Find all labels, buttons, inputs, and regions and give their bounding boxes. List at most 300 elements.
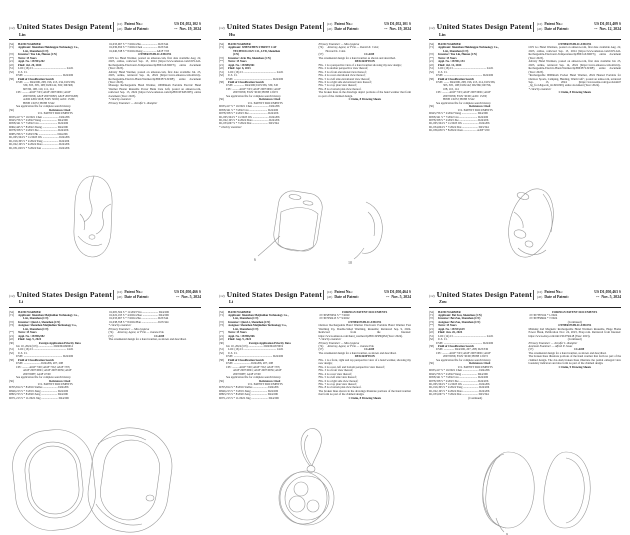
line-text: LOC (14) Cl. ............................................ 24-01: [438, 333, 494, 338]
field-code: (51): [9, 347, 14, 352]
reference-row: [9, 397, 102, 400]
field-code: (52): [219, 73, 224, 78]
patent-header: [429, 22, 621, 37]
line-text: CN 307387164 * 1/2024: [528, 313, 558, 317]
field-code: (51): [9, 66, 14, 71]
section-heading: [529, 366, 622, 369]
field-code: (52): [9, 350, 14, 355]
patent-date-code: (45): [327, 27, 333, 31]
text-line: [319, 324, 412, 338]
line-text: D1,034,604 S * 7/2024 Zhu ...................... D23/344: [429, 125, 489, 129]
line-text: Term: 15 Years: [228, 330, 247, 335]
patent-number-label: Patent No.:: [334, 22, 353, 26]
line-text: See application file for complete search history.: [436, 357, 492, 362]
patent-figure: [496, 182, 566, 264]
text-line: [529, 46, 622, 60]
patent-number-value: US D1,051,409 S: [594, 22, 621, 26]
field-code: (21): [219, 333, 224, 338]
patent-date-note: **: [175, 294, 180, 299]
line-text: CLAIM: [154, 333, 165, 338]
line-text: 1 Claim, 9 Drawing Sheets: [558, 364, 592, 369]
field-code: (30): [9, 340, 14, 345]
patent-figure: [236, 186, 388, 264]
line-text: Applicant: Shenzhen Huidengpu Technology Co.,: [18, 45, 79, 50]
patent-page: [0, 0, 210, 268]
field-code: (73): [9, 323, 14, 328]
body-columns: [219, 311, 411, 401]
line-text: Attorney, Agent, or Firm — Joanna Enk: [117, 330, 164, 335]
line-text: * cited by examiner: [318, 337, 342, 342]
line-text: D849,213 S * 5/2019 Jiang ...................... D24/206: [9, 389, 69, 393]
field-code: (58): [219, 357, 224, 362]
field-code: (**): [429, 55, 434, 60]
field-code: (22): [429, 330, 434, 335]
line-text: References Cited: [259, 378, 281, 383]
field-code: (**): [219, 330, 224, 335]
line-text: Inventor: Bei Zou, Shenzhen (CN): [438, 316, 481, 321]
patent-date-label: Date of Patent:: [544, 27, 569, 31]
line-text: CN 307650413 S * 9/2022: [318, 317, 350, 321]
line-text: U.S. PATENT DOCUMENTS: [37, 382, 73, 387]
line-text: Assistant Examiner — Alfred P. Jonas: [528, 344, 573, 349]
line-text: D1,016,305 S * 2/2024 Yang ..................... D24/206: [9, 139, 70, 143]
line-text: FIG. 3 is a front elevational view thereof;: [318, 69, 367, 74]
svg-text:10: 10: [348, 260, 352, 264]
line-text: Ltd., Shenzhen (CN): [23, 316, 49, 321]
line-text: FIG. 4 is a rear view thereof;: [318, 371, 352, 376]
line-text: Term: 15 Years: [438, 55, 457, 60]
line-text: 303, 305, 108; D26/142; D6/366; 607/96,: [443, 83, 492, 88]
patent-date-row: [117, 295, 201, 300]
line-text: (Continued): [567, 319, 582, 324]
line-text: See application file for complete search history.: [16, 375, 72, 380]
patent-date-code: (45): [537, 27, 543, 31]
line-text: D1,005,504 S * 11/2023 Wu ...................... D24/206: [108, 310, 169, 314]
patent-date-label: Date of Patent:: [124, 294, 149, 299]
left-column: [429, 311, 522, 401]
line-text: Filed: Jun. 26, 2024: [438, 330, 463, 335]
line-text: U.S. Cl.: [228, 350, 238, 355]
header-left: [219, 290, 323, 305]
line-text: Inventor: Avin Hu, Shenzhen (CN): [228, 55, 271, 60]
line-text: D962,445 S * 8/2022 Zhang .................... D24/206: [9, 125, 68, 129]
line-text: FIG. 6 is a right side elevational view thereof;: [318, 79, 372, 84]
field-code: (21): [9, 59, 14, 64]
patent-number-value: US D1,052,101 S: [384, 22, 411, 26]
line-text: D893,723 S * 8/2020 Zeng ...................... D24/206: [9, 393, 68, 397]
kind-code: (12): [219, 26, 225, 30]
patent-number-label: Patent No.:: [124, 22, 143, 26]
field-code: (30): [219, 340, 224, 345]
line-text: Jul. 10, 2024 (CN) .................... 202430416700.9: [226, 344, 284, 349]
field-code: (**): [9, 55, 14, 60]
patent-date-value: Nov. 19, 2024: [179, 27, 201, 31]
field-code: (54): [9, 42, 14, 46]
line-text: FIG. 5 is a left side view thereof;: [318, 375, 357, 380]
line-text: D943,756 S * 2/2022 Wang ..................... D24/206: [9, 118, 68, 122]
patent-number-code: (10): [327, 22, 333, 26]
title-row: [9, 290, 113, 299]
line-text: D1,016,305 S * 2/2024 Yang ..................... D24/206: [429, 386, 490, 390]
header-left: [9, 22, 113, 37]
line-text: U.S. PATENT DOCUMENTS: [247, 100, 283, 105]
line-text: HAND WARMER: [228, 309, 251, 314]
figure-outline-path: [272, 189, 325, 253]
field-code: (**): [9, 330, 14, 335]
line-text: CPC ......... A61F 7/03; A61F 2007/0001; A61F: [436, 90, 491, 95]
kind-code: (12): [429, 26, 435, 30]
right-column: [319, 311, 412, 401]
patent-date-note: **: [174, 27, 178, 31]
line-text: USPC ..................................................... D24/206: [436, 340, 494, 345]
field-code: (56): [429, 104, 434, 109]
text-line: [109, 84, 202, 98]
line-text: Primary Examiner — Jennifer L. Rumpler: [108, 100, 158, 105]
line-text: U.S. Cl.: [438, 337, 448, 342]
line-text: References Cited: [469, 104, 491, 109]
line-text: Term: 15 Years: [18, 55, 37, 60]
line-text: U.S. PATENT DOCUMENTS: [37, 111, 73, 116]
field-code: (71): [429, 45, 434, 50]
line-text: LOC (16) Cl. ............................................ 24-01: [228, 69, 284, 74]
left-column: [429, 43, 522, 133]
section-heading: [319, 397, 412, 400]
section-heading: [429, 397, 522, 400]
line-text: "Rechargeable 9000mAh Pocket Hand Warmer, 2024 Heated Portable for Outdoor Sports, Camping, Hunting, Warm Gift", posted on temu.com, retrieved Sep. 13, 2024 [https://www.temu.com/goods.html?_bg_fs=1&goods_id=601099], entire document (Year: 2024).: [528, 73, 621, 88]
document-title: United States Design Patent: [16, 289, 113, 299]
line-text: USPC .............. D24/206, 207, 208; D23/336: [436, 347, 489, 352]
line-text: Attorney, Agent, or Firm — Joanna Enk: [327, 344, 374, 349]
line-text: FIG. 7 is a top plan view thereof;: [318, 382, 357, 387]
line-text: D958,341 S * 7/2022 Liu ......................... D24/206: [9, 122, 69, 126]
header-rule: [9, 39, 201, 40]
title-row: [219, 22, 323, 31]
line-text: 2007/0056; F24V 30/00; A45C 15/00;: [443, 93, 488, 98]
field-code: (74): [318, 45, 324, 50]
field-code: (51): [219, 347, 224, 352]
hand-warmer-egg-drawing: [476, 448, 596, 535]
patent-date-note: **: [594, 27, 598, 31]
reference-row: [429, 129, 522, 132]
patent-date-row: [537, 27, 621, 32]
field-code: (57): [318, 347, 324, 352]
header-right: [323, 22, 411, 32]
line-text: Appl. No.: 29/933,619: [438, 326, 465, 331]
field-code: (72): [219, 55, 224, 60]
right-column: [319, 43, 412, 129]
patent-date-row: [327, 295, 411, 300]
line-text: Assignee: Shenzhen Meijindian Technology Co.,: [228, 323, 288, 328]
line-text: LOC (16) Cl. ............................................ 14-01: [18, 347, 74, 352]
line-text: 2007/0056; F24V 30/00; H05B 1/0272: [233, 90, 278, 95]
line-text: Inventor: Yue Lin, Hunan (CN): [438, 52, 477, 57]
line-text: USPC ..................................................... D24/206: [436, 73, 494, 78]
body-columns: [9, 311, 201, 401]
line-text: Foreign Application Priority Data: [38, 340, 81, 345]
line-text: Appl. No.: 29/896,966: [228, 333, 255, 338]
patent-date-label: Date of Patent:: [334, 294, 359, 299]
line-text: U.S. Cl.: [18, 350, 28, 355]
line-text: FOREIGN PATENT DOCUMENTS: [552, 309, 598, 314]
line-text: Applicant: Shenzhen Meijindian Technology Co.,: [228, 312, 289, 317]
patent-figure: [10, 424, 174, 535]
line-text: D978,358 S * 2/2023 Xie ......................... D24/206: [429, 379, 489, 383]
kind-code: (12): [219, 293, 225, 298]
header-left: [429, 290, 533, 305]
line-text: D985,766 S * 5/2023 Hu ......................... D24/206: [9, 132, 68, 136]
line-text: HAND WARMER: [18, 42, 41, 46]
line-text: Mixking 2nd Magnetic Rechargeable Hand Warmers Reusable, Huge Home Power Bank, Publication Nov. 24, 2023, Ebay.com. Retrieved from Internet: https://www.ebay.com/itm/1504756418 (Year: 2023).: [528, 326, 621, 338]
line-text: Primary Examiner — Jennifer L. Rumpler: [528, 340, 578, 345]
field-code: (21): [429, 59, 434, 64]
hand-warmer-oval-drawing: [496, 182, 566, 264]
title-row: [9, 22, 113, 31]
line-text: Filed: Apr. 6, 2023: [228, 66, 251, 71]
line-text: D1,033,067 S * 7/2024 Zhu ...................... D23/344: [108, 317, 169, 321]
line-text: D1,022,195 S * 4/2024 Zhao ..................... D24/206: [9, 143, 70, 147]
line-text: Appl. No.: 29/901,154: [438, 59, 465, 64]
header-rule: [429, 307, 621, 308]
line-text: Filed: Aug. 9, 2024: [18, 337, 42, 342]
line-text: A61F 2007/0001; A61F 2007/0056; A61F: [23, 368, 72, 373]
right-column: [109, 311, 202, 401]
line-text: U.S. Cl.: [228, 73, 238, 78]
line-text: 1 Claim, 8 Drawing Sheets: [348, 395, 382, 400]
line-text: USPC .............. D24/206; D23/336, 330, 345: [226, 83, 279, 88]
line-text: D958,341 S * 7/2022 Liu ......................... D24/206: [219, 108, 279, 112]
line-text: Inventor: Qian Li, Shenzhen (CN): [18, 319, 61, 324]
header-right: [323, 290, 411, 300]
field-code: (22): [9, 337, 14, 342]
line-text: USPC ....... D24/206, 208, 196, 213, 214, D23/336,: [436, 79, 496, 84]
patent-number-value: US D1,050,463 S: [594, 289, 621, 294]
patent-header: [219, 290, 411, 305]
line-text: H05B 1/0272; H05B 3/342: [23, 100, 55, 105]
patent-header: [9, 290, 201, 305]
patent-number-value: US D1,050,464 S: [384, 289, 411, 294]
line-text: D1,005,504 S * 11/2023 Wu ...................... D24/206: [9, 136, 70, 140]
line-text: D1,005,504 S * 11/2023 Wu ...................... D24/206: [429, 122, 490, 126]
patent-number-label: Patent No.:: [334, 289, 353, 294]
line-text: OTHER PUBLICATIONS: [138, 52, 172, 57]
line-text: Alivniy Hand Warmer, posted on amazon.com, first date available Jul. 25, 2023, online, retrieved Sep. 14, 2024 [https://www.amazon.com/Alivniy-Rechargeable-Electric-Hand-Warmer/dp/B0CB7L3ZDF], entire document (Year: 2023).: [108, 69, 201, 84]
line-text: Primary Examiner — Mia Lyapeva: [318, 42, 360, 46]
inventor-surname: Li: [229, 299, 234, 304]
field-code: (51): [429, 66, 434, 71]
line-text: A45D 2200/1018; F24V 30/00; A45C 15/00;: [23, 97, 75, 102]
line-text: HAND WARMER: [18, 309, 41, 314]
svg-text:6: 6: [254, 257, 256, 262]
hand-warmer-pendant-drawing: [266, 426, 348, 534]
line-text: The broken lines illustrate portions of the hand warmer that form no part of the claimed design. The dot-dash broken lines illustrate the partial enlarged view boundary indicators and also form no part of the claimed design.: [528, 354, 621, 366]
right-column: [109, 43, 202, 150]
line-text: 1 Claim, 8 Drawing Sheets: [558, 90, 592, 95]
section-heading: [319, 98, 412, 101]
line-text: D1,005,504 S * 11/2023 Wu ...................... D24/206: [219, 115, 280, 119]
patent-number-label: Patent No.:: [544, 289, 563, 294]
line-text: D1,022,195 S * 4/2024 Zhao ..................... D24/206: [429, 389, 490, 393]
kind-code: (12): [9, 293, 15, 298]
patent-date-value: Nov. 12, 2024: [599, 27, 621, 31]
field-code: (**): [219, 59, 224, 64]
field-code: (51): [429, 333, 434, 338]
line-text: Appl. No.: 29/888,961: [228, 62, 255, 67]
line-text: See application file for complete search history.: [226, 375, 282, 380]
line-text: FIG. 8 is a bottom plan view thereof.: [318, 86, 362, 91]
text-line: [529, 74, 622, 88]
header-rule: [429, 39, 621, 40]
line-text: D765,814 S * 8/2016 Steffes .................... D24/206: [219, 386, 279, 390]
patent-date-label: Date of Patent:: [334, 27, 359, 31]
line-text: References Cited: [259, 97, 281, 102]
line-text: D978,358 S * 2/2023 Xie ......................... D24/206: [219, 112, 279, 116]
field-code: (22): [429, 62, 434, 67]
line-text: Ltd., Shenzhen (CN): [443, 48, 469, 53]
line-text: Filed: Jul. 20, 2024: [18, 62, 42, 67]
text-line: [529, 60, 622, 74]
field-code: (57): [528, 347, 534, 352]
field-code: (58): [9, 76, 14, 81]
left-column: [9, 43, 102, 150]
field-code: (21): [429, 326, 434, 331]
line-text: U.S. PATENT DOCUMENTS: [457, 364, 493, 369]
line-text: FIG. 4 is a rear elevational view thereof;: [318, 73, 366, 78]
field-code: (**): [429, 323, 434, 328]
line-text: D849,213 S * 5/2019 Jiang ...................... D24/206: [219, 389, 279, 393]
field-code: (54): [219, 42, 224, 46]
inventor-surname: Lin: [19, 31, 26, 37]
patent-date-note: **: [595, 294, 600, 299]
line-text: Term: 15 Years: [438, 323, 457, 328]
line-text: D1,033,067 S * 7/2024 Zhu ...................... D23/344: [219, 122, 279, 126]
kind-code: (12): [429, 293, 435, 298]
patent-number-label: Patent No.:: [544, 22, 563, 26]
header-left: [9, 290, 113, 305]
document-title: United States Design Patent: [16, 22, 113, 31]
line-text: FIG. 5 is a left side elevational view thereof;: [318, 76, 371, 81]
document-title: United States Design Patent: [226, 22, 323, 31]
field-code: (56): [9, 107, 14, 112]
section-heading: [529, 91, 622, 94]
line-text: References Cited: [49, 107, 71, 112]
field-code: (72): [429, 316, 434, 321]
line-text: D1,033,067 S * 7/2024 Zhu ...................... D23/344: [108, 43, 169, 46]
line-text: Filed: Aug. 9, 2024: [228, 337, 252, 342]
line-text: The ornamental design for a hand warmer, as shown and described.: [528, 350, 607, 355]
left-column: [219, 43, 312, 129]
line-text: USPC ..................................................... D24/206: [16, 354, 74, 359]
line-text: Ltd., Shenzhen (CN): [23, 48, 49, 53]
patent-header: [9, 22, 201, 37]
field-code: (22): [9, 62, 14, 67]
field-code: (72): [429, 52, 434, 57]
field-code: (52): [429, 337, 434, 342]
line-text: Field of Classification Search: [438, 76, 474, 81]
line-text: Inventor: Qian Li, Shenzhen (CN): [228, 319, 271, 324]
inventor-surname: Lin: [439, 31, 446, 37]
patent-page: [0, 268, 210, 535]
patent-date-code: (45): [327, 294, 333, 299]
line-text: FIG. 1 is a front, right and top perspective view of a hand warmer, showing my new design;: [318, 357, 411, 366]
line-text: CPC ......... A61F 7/03; A61F 2007/0001; A61F: [226, 86, 281, 91]
header-left: [219, 22, 323, 37]
line-text: Foreign Application Priority Data: [248, 340, 291, 345]
line-text: 2007/0087; A24F 47/00: [23, 371, 51, 376]
patent-page: [210, 268, 420, 535]
patent-date-note: **: [384, 27, 388, 31]
field-code: (52): [9, 69, 14, 74]
line-text: OLY Go Hand Warmers, posted on amazon.com, first date available Aug. 22, 2023, online, retrieved Sep. 13, 2024 [https://www.amazon.com/OLY-GO-Rechargeable-Electronic-Temperature/dp/B0CGXJ2RV3], entire document (Year: 2023).: [528, 45, 621, 60]
line-text: USPC ....... D24/206, 208, 196, 213, 234, D23/336,: [16, 79, 76, 84]
line-text: D1,022,195 S * 4/2024 Zhao ..................... D24/206: [108, 313, 169, 317]
line-text: Term: 15 Years: [228, 59, 247, 64]
patent-date-value: Nov. 19, 2024: [389, 27, 411, 31]
text-line: [109, 71, 202, 85]
line-text: TECHNOLOGY CO., LTD, Shenzhen: [233, 48, 281, 53]
line-text: D978,358 S * 2/2023 Xie ......................... D24/206: [9, 129, 69, 133]
line-text: U.S. PATENT DOCUMENTS: [247, 382, 283, 387]
line-text: 2007/0087; A24F 47/00: [233, 371, 261, 376]
line-text: LOC (16) Cl. ............................................ 14-01: [228, 347, 284, 352]
line-text: CPC ......... A61F 7/00; A61F 7/02; A61F 7/03;: [226, 364, 281, 369]
document-title: United States Design Patent: [436, 289, 533, 299]
field-code: (54): [429, 309, 434, 314]
patent-date-value: Nov. 5, 2024: [391, 294, 411, 299]
reference-row: [219, 397, 312, 400]
line-text: D1,022,195 S * 4/2024 Zhao ..................... D24/206: [219, 118, 280, 122]
patent-date-value: Nov. 5, 2024: [601, 294, 621, 299]
field-code: (72): [219, 319, 224, 324]
line-text: See application file for complete search history.: [226, 93, 282, 98]
line-text: References Cited: [49, 378, 71, 383]
line-text: Field of Classification Search: [18, 357, 54, 362]
patent-date-code: (45): [117, 27, 123, 31]
field-code: (71): [429, 312, 434, 317]
line-text: * cited by examiner: [108, 97, 132, 102]
line-text: Assignee: Shenzhen Meijindian Technology Co.,: [18, 323, 78, 328]
patent-number-value: US D1,050,466 S: [174, 289, 201, 294]
field-code: (57): [318, 52, 324, 57]
line-text: The ornamental design for a hand warmer, as shown and described.: [318, 350, 397, 355]
line-text: FIG. 3 is a front view thereof;: [318, 368, 354, 373]
patent-number-code: (10): [117, 289, 123, 294]
line-text: DESCRIPTION: [354, 354, 375, 359]
header-rule: [9, 307, 201, 308]
body-columns: [9, 43, 201, 150]
line-text: U.S. Cl.: [18, 69, 28, 74]
line-text: (Continued): [468, 395, 483, 400]
header-right: [533, 22, 621, 32]
patent-date-value: Nov. 5, 2024: [181, 294, 201, 299]
line-text: A61F 2007/0001; A61F 2007/0056; A61F: [233, 368, 282, 373]
line-text: Massage Rechargeable Hand Warmer, 10000mAh Portable Electric Hand Warmer Heater Reusable Power Bank Cute Gift, posted on amazon.com, retrieved Sep. 13, 2024 [https://www.amazon.com/dp/B0C6TKPLNH], entire document (Year: 2023).: [108, 83, 201, 98]
line-text: Field of Classification Search: [228, 79, 264, 84]
line-text: U.S. PATENT DOCUMENTS: [457, 107, 493, 112]
patent-page: [210, 0, 420, 268]
line-text: 330, 303, 305, 108; D26/142, 302; D6/366;: [23, 83, 74, 88]
text-line: [109, 57, 202, 71]
patent-date-label: Date of Patent:: [544, 294, 569, 299]
line-text: FIG. 8 is a bottom plan view thereof.: [318, 385, 362, 390]
line-text: * cited by examiner: [108, 323, 132, 328]
line-text: * cited by examiner: [219, 124, 242, 129]
patent-date-row: [327, 27, 411, 32]
left-column: [219, 311, 312, 401]
figure-outline-path: [486, 452, 535, 528]
header-right: [113, 22, 201, 32]
document-title: United States Design Patent: [436, 22, 533, 31]
field-code: (71): [219, 312, 224, 317]
